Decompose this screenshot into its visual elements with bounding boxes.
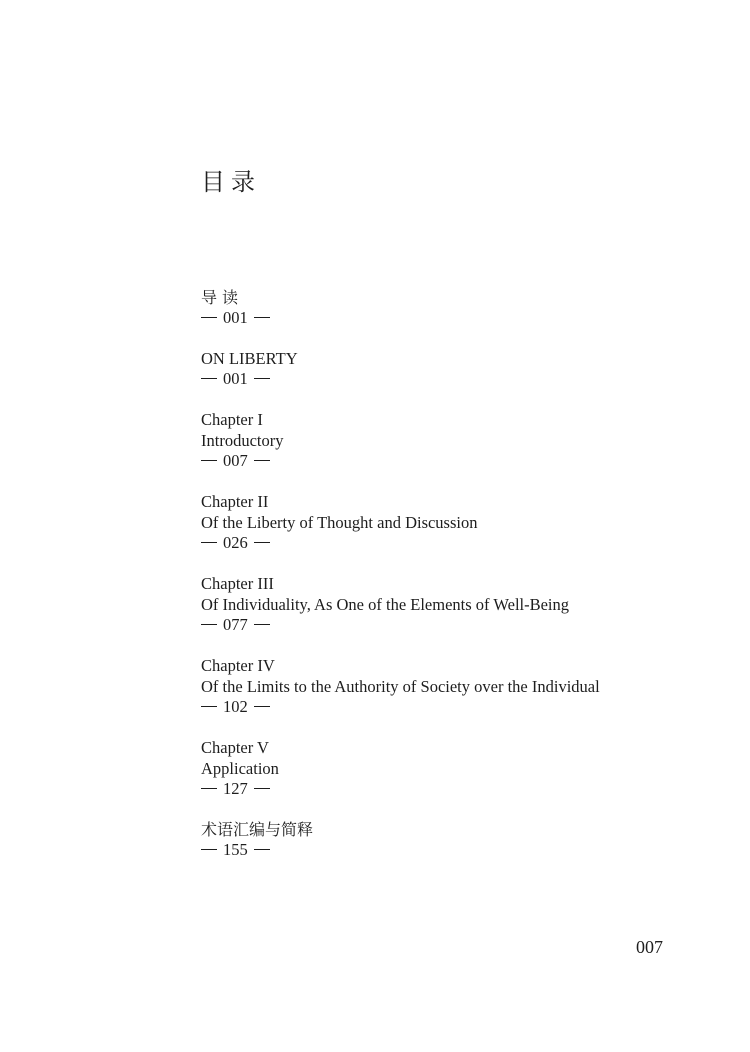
dash-right bbox=[254, 624, 270, 625]
toc-entries bbox=[201, 287, 721, 880]
dash-left bbox=[201, 849, 217, 850]
entry-title: Introductory bbox=[201, 431, 284, 450]
entry-title: 术语汇编与简释 bbox=[201, 820, 314, 839]
page-folio: 007 bbox=[636, 937, 663, 957]
entry-page bbox=[201, 615, 721, 635]
entry-page bbox=[201, 451, 721, 471]
toc-entry-chapter-5[interactable] bbox=[201, 737, 721, 799]
toc-entry-on-liberty[interactable] bbox=[201, 348, 721, 389]
dash-left bbox=[201, 788, 217, 789]
dash-right bbox=[254, 706, 270, 707]
entry-chapter-label: Chapter V bbox=[201, 738, 269, 757]
dash-left bbox=[201, 542, 217, 543]
page-number: 026 bbox=[223, 533, 248, 552]
entry-title: Application bbox=[201, 759, 279, 778]
entry-title: 导读 bbox=[201, 288, 244, 307]
dash-right bbox=[254, 460, 270, 461]
entry-title: ON LIBERTY bbox=[201, 349, 298, 368]
page-number: 001 bbox=[223, 369, 248, 388]
dash-left bbox=[201, 624, 217, 625]
toc-title: 目录 bbox=[201, 168, 261, 196]
entry-title: Of the Limits to the Authority of Society over the Individual bbox=[201, 677, 600, 696]
entry-title: Of the Liberty of Thought and Discussion bbox=[201, 513, 478, 532]
entry-page bbox=[201, 697, 721, 717]
dash-left bbox=[201, 317, 217, 318]
dash-right bbox=[254, 378, 270, 379]
dash-left bbox=[201, 706, 217, 707]
dash-right bbox=[254, 542, 270, 543]
dash-right bbox=[254, 788, 270, 789]
toc-entry-chapter-3[interactable] bbox=[201, 573, 721, 635]
entry-chapter-label: Chapter III bbox=[201, 574, 274, 593]
entry-chapter-label: Chapter I bbox=[201, 410, 263, 429]
toc-entry-chapter-1[interactable] bbox=[201, 409, 721, 471]
entry-page bbox=[201, 779, 721, 799]
dash-left bbox=[201, 378, 217, 379]
entry-page bbox=[201, 369, 721, 389]
dash-right bbox=[254, 849, 270, 850]
entry-title: Of Individuality, As One of the Elements of Well-Being bbox=[201, 595, 570, 614]
page-number: 077 bbox=[223, 615, 248, 634]
page-number: 102 bbox=[223, 697, 248, 716]
page-number: 155 bbox=[223, 840, 248, 859]
toc-entry-glossary[interactable] bbox=[201, 819, 721, 860]
dash-left bbox=[201, 460, 217, 461]
entry-page bbox=[201, 840, 721, 860]
entry-chapter-label: Chapter IV bbox=[201, 656, 275, 675]
page-number: 127 bbox=[223, 779, 248, 798]
page-number: 007 bbox=[223, 451, 248, 470]
toc-entry-chapter-2[interactable] bbox=[201, 491, 721, 553]
entry-page bbox=[201, 308, 721, 328]
dash-right bbox=[254, 317, 270, 318]
toc-entry-chapter-4[interactable] bbox=[201, 655, 721, 717]
entry-page bbox=[201, 533, 721, 553]
entry-chapter-label: Chapter II bbox=[201, 492, 269, 511]
page-number: 001 bbox=[223, 308, 248, 327]
toc-entry-intro-guide[interactable] bbox=[201, 287, 721, 328]
